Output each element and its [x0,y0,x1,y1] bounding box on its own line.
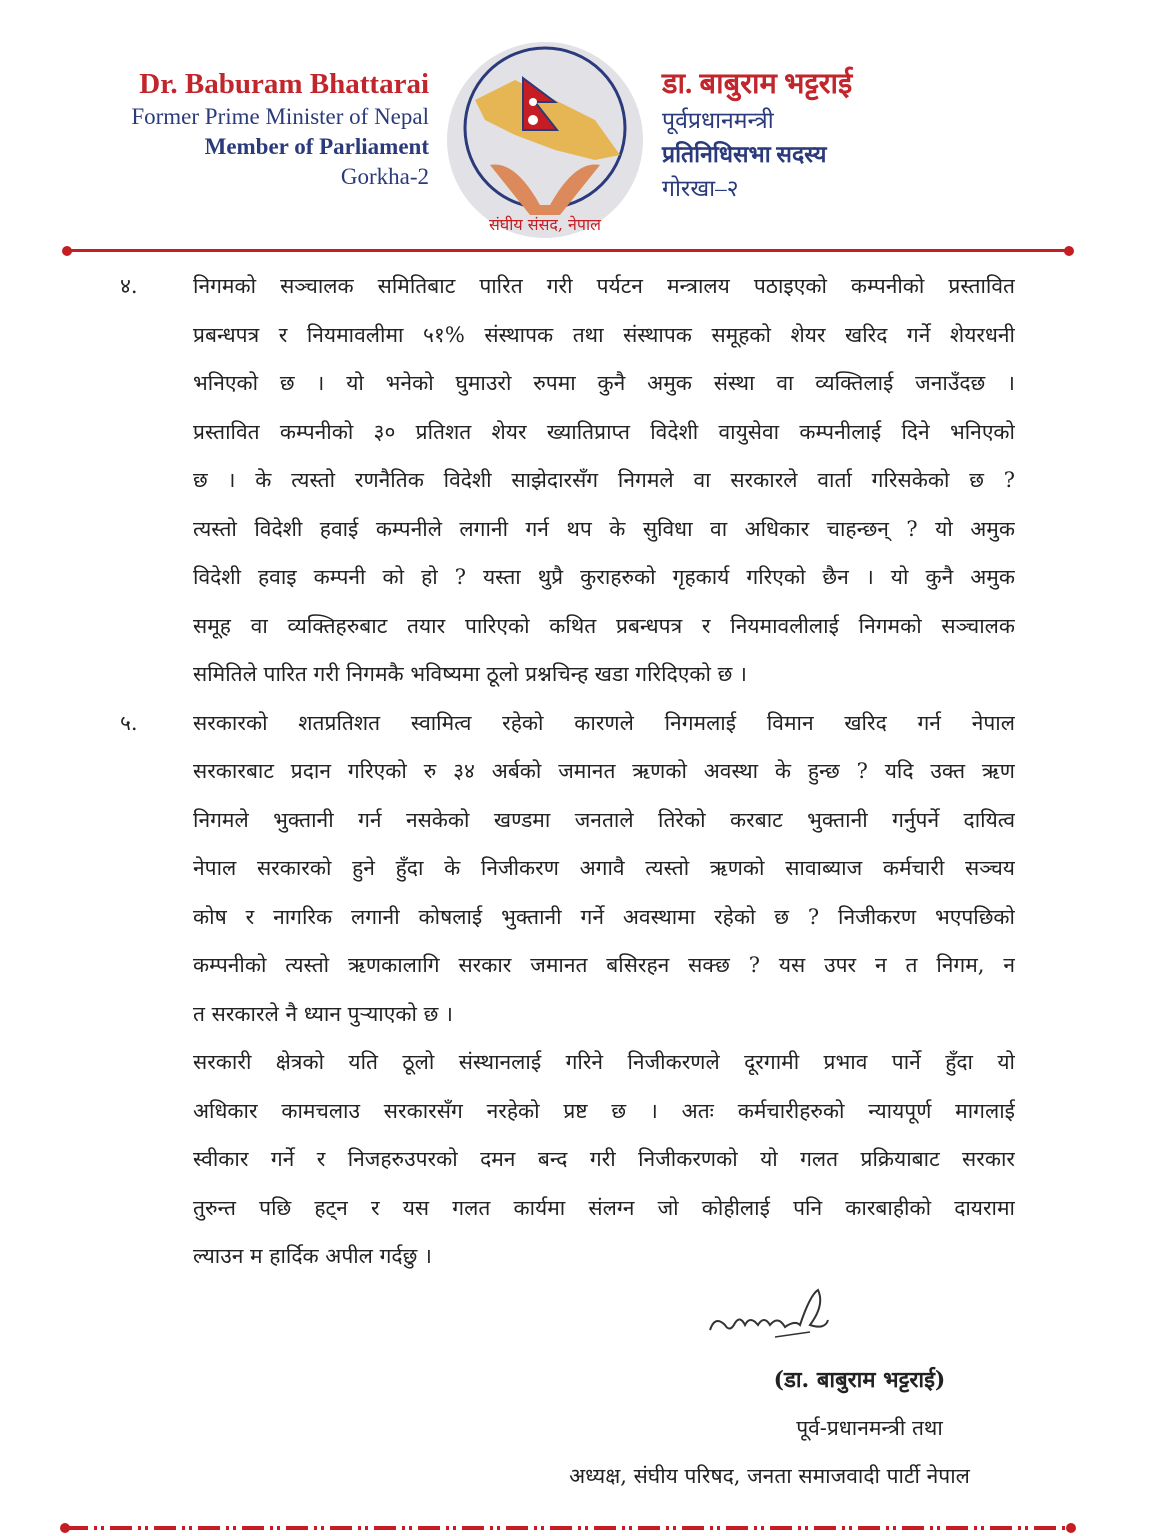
signatory-title: पूर्व-प्रधानमन्त्री तथा [796,1416,943,1440]
text-line: तुरुन्त पछि हट्न र यस गलत कार्यमा संलग्न जो कोहीलाई पनि कारबाहीको दायरामा [193,1195,1015,1220]
text-line: विदेशी हवाइ कम्पनी को हो ? यस्ता थुप्रै कुराहरुको गृहकार्य गरिएको छैन । यो कुनै अमुक [193,565,1015,589]
text-line: नेपाल सरकारको हुने हुँदा के निजीकरण अगावै त्यस्तो ऋणको सावाब्याज कर्मचारी सञ्चय [193,856,1015,880]
signature-image [700,1285,840,1345]
text-line: कम्पनीको त्यस्तो ऋणकालागि सरकार जमानत बसिरहन सक्छ ? यस उपर न त निगम, न [193,953,1015,977]
text-line: कोष र नागरिक लगानी कोषलाई भुक्तानी गर्ने अवस्थामा रहेको छ ? निजीकरण भएपछिको [193,904,1015,929]
role-ne: प्रतिनिधिसभा सदस्य [662,142,827,167]
text-line: निगमको सञ्चालक समितिबाट पारित गरी पर्यटन मन्त्रालय पठाइएको कम्पनीको प्रस्तावित [193,274,1015,298]
text-line: स्वीकार गर्ने र निजहरुउपरको दमन बन्द गरी निजीकरणको यो गलत प्रक्रियाबाट सरकार [193,1147,1015,1171]
text-line: सरकारको शतप्रतिशत स्वामित्व रहेको कारणले निगमलाई विमान खरिद गर्न नेपाल [193,710,1015,735]
text-line: छ । के त्यस्तो रणनैतिक विदेशी साझेदारसँग निगमले वा सरकारले वार्ता गरिसकेको छ ? [193,468,1015,492]
divider-dot [62,246,72,256]
header-divider [66,249,1070,252]
paragraph-number: ४. [120,274,138,298]
text-line: अधिकार कामचलाउ सरकारसँग नरहेको प्रष्ट छ । अतः कर्मचारीहरुको न्यायपूर्ण मागलाई [193,1098,1015,1123]
divider-dot [60,1523,70,1533]
text-line: भनिएको छ । यो भनेको घुमाउरो रुपमा कुनै अमुक संस्था वा व्यक्तिलाई जनाउँदछ । [193,371,1015,395]
parliament-logo [445,40,645,240]
signatory-position: अध्यक्ष, संघीय परिषद, जनता समाजवादी पार्टी नेपाल [569,1464,970,1488]
text-line: त सरकारले नै ध्यान पुऱ्याएको छ । [193,1001,453,1026]
text-line: सरकारबाट प्रदान गरिएको रु ३४ अर्बको जमानत ऋणको अवस्था के हुन्छ ? यदि उक्त ऋण [193,759,1015,783]
text-line: ल्याउन म हार्दिक अपील गर्दछु । [193,1244,432,1268]
divider-dot [1066,1523,1076,1533]
name-en: Dr. Baburam Bhattarai [139,68,429,100]
paragraph-number: ५. [120,710,138,735]
text-line: सरकारी क्षेत्रको यति ठूलो संस्थानलाई गरिने निजीकरणले दूरगामी प्रभाव पार्ने हुँदा यो [193,1050,1015,1074]
text-line: प्रस्तावित कम्पनीको ३० प्रतिशत शेयर ख्यातिप्राप्त विदेशी वायुसेवा कम्पनीलाई दिने भनिएको [193,419,1015,444]
constituency-ne: गोरखा–२ [662,176,739,201]
divider-dot [1064,246,1074,256]
signatory-name: (डा. बाबुराम भट्टराई) [773,1367,946,1393]
text-line: समूह वा व्यक्तिहरुबाट तयार पारिएको कथित प्रबन्धपत्र र नियमावलीलाई निगमको सञ्चालक [193,613,1015,638]
title-en: Former Prime Minister of Nepal [131,104,429,129]
letterhead-english [131,66,429,192]
logo-text: संघीय संसद, नेपाल [488,215,602,234]
text-line: त्यस्तो विदेशी हवाई कम्पनीले लगानी गर्न थप के सुविधा वा अधिकार चाहन्छन् ? यो अमुक [193,516,1015,541]
name-ne: डा. बाबुराम भट्टराई [662,68,853,100]
letterhead-nepali [662,64,852,206]
title-ne: पूर्वप्रधानमन्त्री [662,108,774,133]
text-line: निगमले भुक्तानी गर्न नसकेको खण्डमा जनताले तिरेको करबाट भुक्तानी गर्नुपर्ने दायित्व [193,807,1015,832]
text-line: समितिले पारित गरी निगमकै भविष्यमा ठूलो प्रश्नचिन्ह खडा गरिदिएको छ । [193,662,747,686]
constituency-en: Gorkha-2 [340,164,429,189]
text-line: प्रबन्धपत्र र नियमावलीमा ५१% संस्थापक तथा संस्थापक समूहको शेयर खरिद गर्ने शेयरधनी [193,322,1015,347]
role-en: Member of Parliament [204,134,429,159]
footer-divider [66,1526,1070,1530]
